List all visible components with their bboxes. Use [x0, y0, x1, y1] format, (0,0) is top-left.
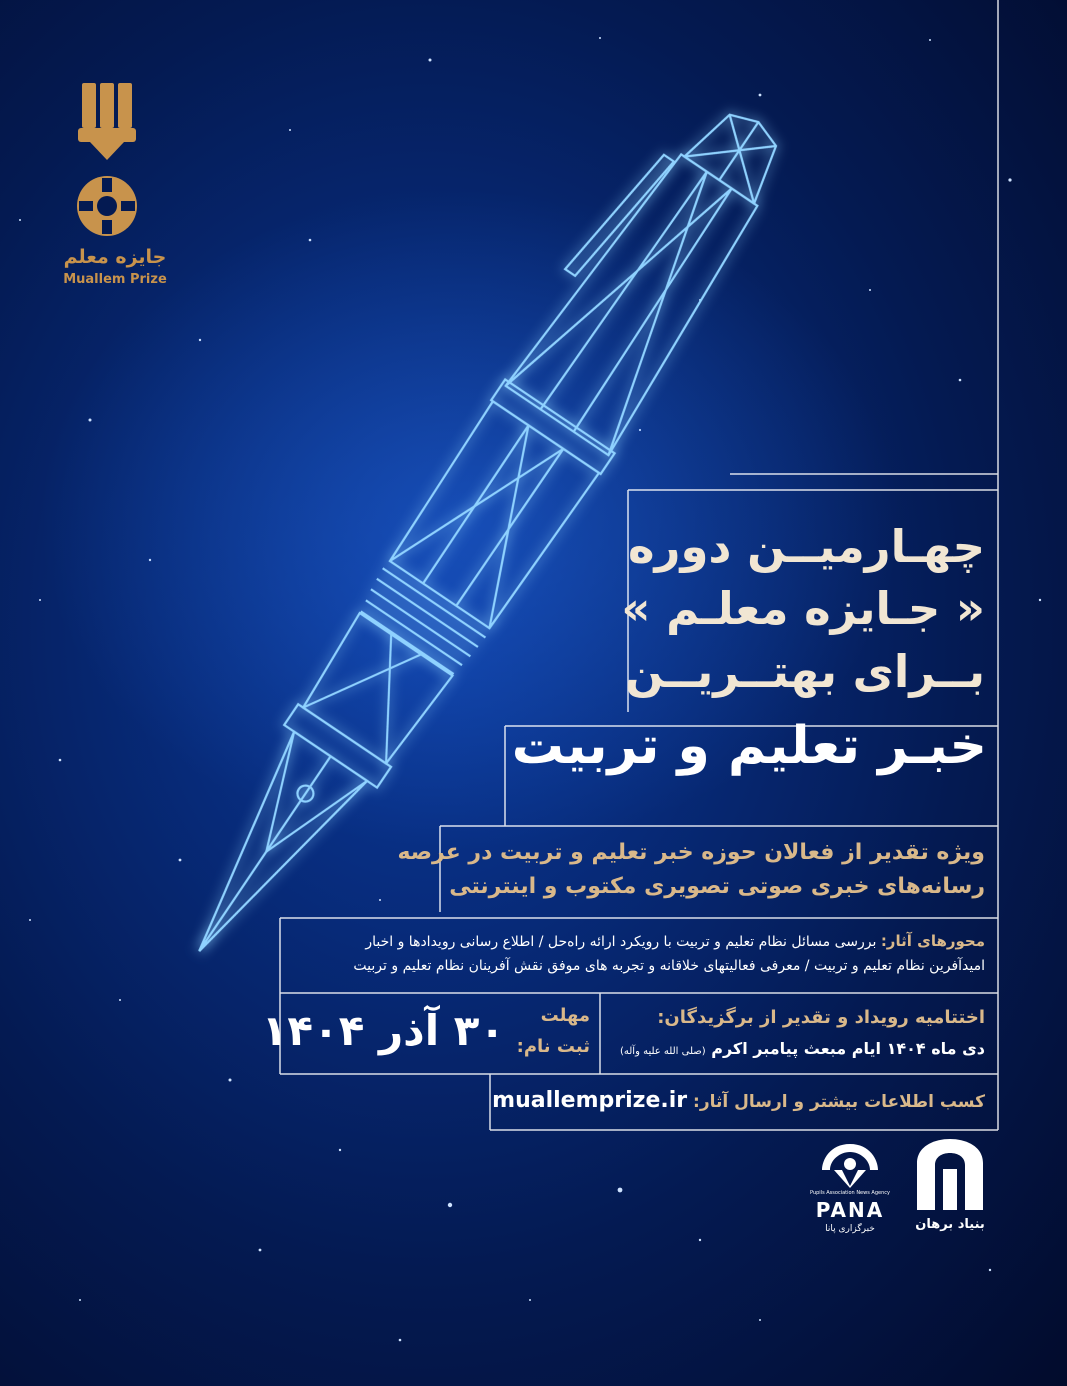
- headline-line-3: بــرای بهتــریــن: [625, 645, 985, 698]
- axes-line-1: [365, 932, 985, 950]
- axes-text-1: بررسی مسائل نظام تعلیم و تربیت با رویکرد ارائه راه‌حل / اطلاع رسانی رویدادها و اخبار: [365, 934, 877, 950]
- borhan-logo: [905, 1135, 995, 1240]
- closing-date-note: (صلی الله علیه وآله): [620, 1046, 706, 1057]
- pana-emblem-icon: [800, 1140, 900, 1190]
- logo-name-en: Muallem Prize: [63, 272, 167, 287]
- pana-name-fa: خبرگزاری پانا: [825, 1224, 875, 1234]
- closing-title: اختتامیه رویداد و تقدیر از برگزیدگان:: [657, 1007, 985, 1028]
- deadline-date: ۳۰ آذر ۱۴۰۴: [261, 1006, 505, 1055]
- closing-date-text: دی ماه ۱۴۰۴ ایام مبعث پیامبر اکرم: [711, 1039, 985, 1058]
- subtitle-line-1: ویژه تقدیر از فعالان حوزه خبر تعلیم و تربیت در عرصه: [397, 840, 985, 865]
- pana-name: PANA: [815, 1198, 885, 1222]
- pana-name-en: Pupils Association News Agency: [810, 1190, 890, 1196]
- pana-logo: [800, 1140, 900, 1240]
- headline-main: خبـر تعلیم و تربیت: [511, 716, 987, 776]
- borhan-arch-icon: [905, 1135, 995, 1215]
- deadline-label-2: ثبت نام:: [516, 1036, 590, 1057]
- website-link[interactable]: muallemprize.ir: [492, 1088, 688, 1113]
- info-label: کسب اطلاعات بیشتر و ارسال آثار:: [693, 1092, 985, 1112]
- subtitle-line-2: رسانه‌های خبری صوتی تصویری مکتوب و اینترنتی: [449, 874, 985, 899]
- logo-name-fa: جایزه معلم: [63, 246, 167, 268]
- info-line: [492, 1088, 985, 1113]
- axes-label: محورهای آثار:: [880, 932, 985, 950]
- deadline-label-1: مهلت: [540, 1005, 590, 1026]
- closing-date: [620, 1039, 985, 1058]
- axes-line-2: امیدآفرین نظام تعلیم و تربیت / معرفی فعالیتهای خلاقانه و تجربه های موفق نقش آفرینان نظام تعلیم و تربیت: [353, 958, 985, 974]
- borhan-name-fa: بنیاد برهان: [915, 1217, 985, 1232]
- headline-line-2: « جـایزه معلـم »: [621, 582, 985, 635]
- headline-line-1: چهـارمیــن دوره: [627, 520, 985, 573]
